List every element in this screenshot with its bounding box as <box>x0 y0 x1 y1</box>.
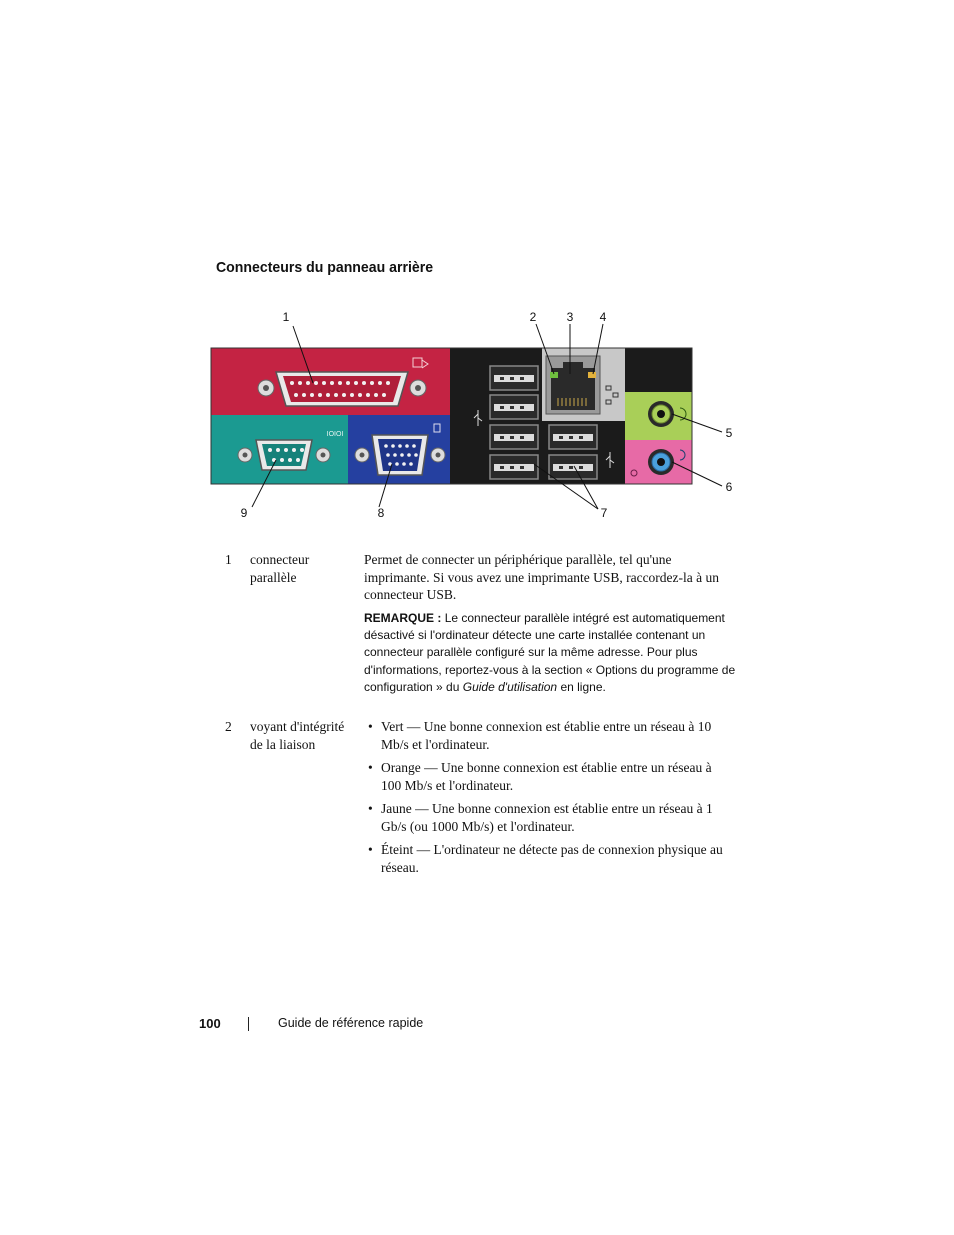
rear-panel-diagram <box>200 300 750 530</box>
list-item: • Vert — Une bonne connexion est établie entre un réseau à 10 Mb/s et l'ordinateur. <box>368 719 712 752</box>
note-text: Le connecteur parallèle intégré est automatiquement désactivé si l'ordinateur détecte une carte installée contenant un connecteur parallèle configuré sur la même adresse. Pour plus d'informations, reportez-vous à la section « Options du programme de configuration » du <box>364 611 736 694</box>
section-title: Connecteurs du panneau arrière <box>216 259 434 276</box>
callout-9: 9 <box>240 506 248 520</box>
row-name: voyant d'intégrité de la liaison <box>250 719 345 752</box>
serial-port-label: IOIOI <box>326 431 344 438</box>
list-item: • Jaune — Une bonne connexion est établie entre un réseau à 1 Gb/s (ou 1000 Mb/s) et l'ordinateur. <box>368 801 713 834</box>
row-description: Permet de connecter un périphérique parallèle, tel qu'une imprimante. Si vous avez une imprimante USB, raccordez-la à un connecteur USB. <box>364 552 720 602</box>
callout-6: 6 <box>725 480 733 494</box>
network-activity-light <box>588 372 596 378</box>
callout-5: 5 <box>725 426 733 440</box>
rear-panel-illustration <box>200 300 750 530</box>
status-list <box>364 718 734 882</box>
footer-divider <box>248 1017 249 1031</box>
note-italic: Guide d'utilisation <box>462 679 558 694</box>
note-lead: REMARQUE : <box>364 611 442 625</box>
audio-top-panel <box>625 348 692 392</box>
row-number: 1 <box>225 552 232 567</box>
callout-7: 7 <box>600 506 608 520</box>
callout-3: 3 <box>566 310 574 324</box>
note-tail: en ligne. <box>560 679 606 694</box>
row-number: 2 <box>225 719 232 734</box>
list-item: • Orange — Une bonne connexion est établie entre un réseau à 100 Mb/s et l'ordinateur. <box>368 760 712 793</box>
callout-1: 1 <box>282 310 290 324</box>
footer-title: Guide de référence rapide <box>278 1016 424 1030</box>
callout-2: 2 <box>529 310 537 324</box>
page-number: 100 <box>199 1016 221 1031</box>
note <box>364 610 736 696</box>
row-name: connecteur parallèle <box>250 552 310 585</box>
callout-8: 8 <box>377 506 385 520</box>
callout-4: 4 <box>599 310 607 324</box>
list-item: • Éteint — L'ordinateur ne détecte pas de connexion physique au réseau. <box>368 842 723 875</box>
